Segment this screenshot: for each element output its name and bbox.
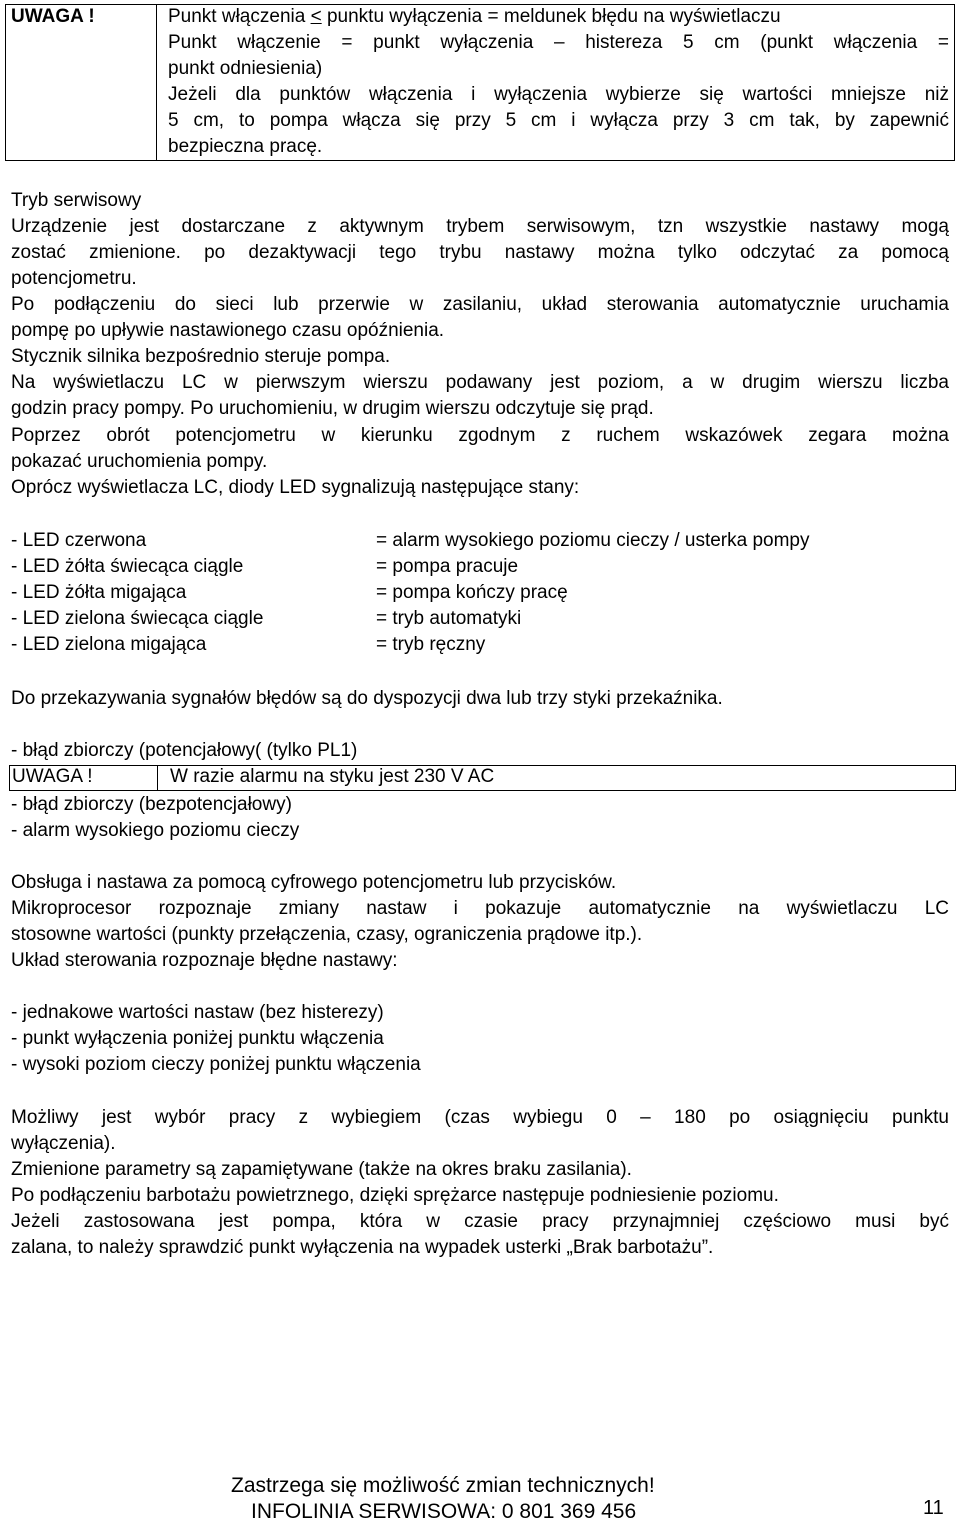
service-p2-line2: pompę po upływie nastawionego czasu opóźnienia. bbox=[11, 320, 445, 341]
service-p5-line1: Poprzez obrót potencjometru w kierunku zgodnym z ruchem wskazówek zegara można bbox=[11, 425, 949, 446]
warning-line-4: Jeżeli dla punktów włączenia i wyłączenia wybierze się wartości mniejsze niż bbox=[168, 84, 949, 105]
service-p4-line1: Na wyświetlaczu LC w pierwszym wierszu podawany jest poziom, a w drugim wierszu liczba bbox=[11, 372, 949, 393]
footer-service-hotline: INFOLINIA SERWISOWA: 0 801 369 456 bbox=[251, 1500, 637, 1523]
warning-label: UWAGA ! bbox=[11, 6, 95, 27]
relays-intro: Do przekazywania sygnałów błędów są do dyspozycji dwa lub trzy styki przekaźnika. bbox=[11, 688, 723, 709]
led-state-name: - LED zielona migająca bbox=[11, 634, 207, 655]
warning-line-3: punkt odniesienia) bbox=[168, 58, 323, 79]
operation-p2-line1: Mikroprocesor rozpoznaje zmiany nastaw i pokazuje automatycznie na wyświetlaczu LC bbox=[11, 898, 949, 919]
setting-error-item: - wysoki poziom cieczy poniżej punktu włączenia bbox=[11, 1054, 421, 1075]
setting-error-item: - punkt wyłączenia poniżej punktu włączenia bbox=[11, 1028, 384, 1049]
final-p1-line2: wyłączenia). bbox=[11, 1133, 116, 1154]
final-p4-line2: zalana, to należy sprawdzić punkt wyłączenia na wypadek usterki „Brak barbotażu”. bbox=[11, 1237, 714, 1258]
final-p4-line1: Jeżeli zastosowana jest pompa, która w czasie pracy przynajmniej częściowo musi być bbox=[11, 1211, 949, 1232]
warning-line-1: Punkt włączenia < punktu wyłączenia = meldunek błędu na wyświetlaczu bbox=[168, 6, 781, 27]
warning-box-divider bbox=[156, 4, 157, 161]
final-p3: Po podłączeniu barbotażu powietrznego, dzięki sprężarce następuje podniesienie poziomu. bbox=[11, 1185, 779, 1206]
led-state-meaning: = alarm wysokiego poziomu cieczy / usterka pompy bbox=[376, 530, 810, 551]
led-state-meaning: = pompa kończy pracę bbox=[376, 582, 568, 603]
relay-item-1: - błąd zbiorczy (potencjałowy( (tylko PL1) bbox=[11, 740, 358, 761]
relay-warning-text: W razie alarmu na styku jest 230 V AC bbox=[170, 766, 495, 787]
operation-p2-line2: stosowne wartości (punkty przełączenia, czasy, ograniczenia prądowe itp.). bbox=[11, 924, 643, 945]
relay-warning-divider bbox=[157, 765, 158, 791]
service-p1-line2: zostać zmienione. po dezaktywacji tego trybu nastawy można tylko odczytać za pomocą bbox=[11, 242, 949, 263]
setting-error-item: - jednakowe wartości nastaw (bez histerezy) bbox=[11, 1002, 384, 1023]
operation-p3: Układ sterowania rozpoznaje błędne nastawy: bbox=[11, 950, 398, 971]
led-state-name: - LED zielona świecąca ciągle bbox=[11, 608, 264, 629]
relay-warning-label: UWAGA ! bbox=[12, 766, 93, 787]
service-p6: Oprócz wyświetlacza LC, diody LED sygnalizują następujące stany: bbox=[11, 477, 580, 498]
warning-line-5: 5 cm, to pompa włącza się przy 5 cm i wyłącza przy 3 cm tak, by zapewnić bbox=[168, 110, 949, 131]
footer-disclaimer: Zastrzega się możliwość zmian technicznych! bbox=[231, 1474, 655, 1497]
operation-p1: Obsługa i nastawa za pomocą cyfrowego potencjometru lub przycisków. bbox=[11, 872, 617, 893]
service-p3: Stycznik silnika bezpośrednio steruje pompa. bbox=[11, 346, 391, 367]
service-p4-line2: godzin pracy pompy. Po uruchomieniu, w drugim wierszu odczytuje się prąd. bbox=[11, 398, 654, 419]
service-p1-line1: Urządzenie jest dostarczane z aktywnym trybem serwisowym, tzn wszystkie nastawy mogą bbox=[11, 216, 949, 237]
relay-item-3: - alarm wysokiego poziomu cieczy bbox=[11, 820, 300, 841]
led-state-name: - LED czerwona bbox=[11, 530, 147, 551]
service-p2-line1: Po podłączeniu do sieci lub przerwie w zasilaniu, układ sterowania automatycznie uruchamia bbox=[11, 294, 949, 315]
warning-line-2: Punkt włączenie = punkt wyłączenia – histereza 5 cm (punkt włączenia = bbox=[168, 32, 949, 53]
led-state-meaning: = tryb automatyki bbox=[376, 608, 522, 629]
service-p1-line3: potencjometru. bbox=[11, 268, 137, 289]
service-mode-title: Tryb serwisowy bbox=[11, 190, 142, 211]
final-p2: Zmienione parametry są zapamiętywane (także na okres braku zasilania). bbox=[11, 1159, 632, 1180]
led-state-meaning: = tryb ręczny bbox=[376, 634, 486, 655]
relay-item-2: - błąd zbiorczy (bezpotencjałowy) bbox=[11, 794, 292, 815]
warning-line-6: bezpieczna pracę. bbox=[168, 136, 323, 157]
service-p5-line2: pokazać uruchomienia pompy. bbox=[11, 451, 268, 472]
page-number: 11 bbox=[923, 1497, 944, 1519]
led-state-meaning: = pompa pracuje bbox=[376, 556, 519, 577]
led-state-name: - LED żółta świecąca ciągle bbox=[11, 556, 244, 577]
final-p1-line1: Możliwy jest wybór pracy z wybiegiem (czas wybiegu 0 – 180 po osiągnięciu punktu bbox=[11, 1107, 949, 1128]
led-state-name: - LED żółta migająca bbox=[11, 582, 187, 603]
